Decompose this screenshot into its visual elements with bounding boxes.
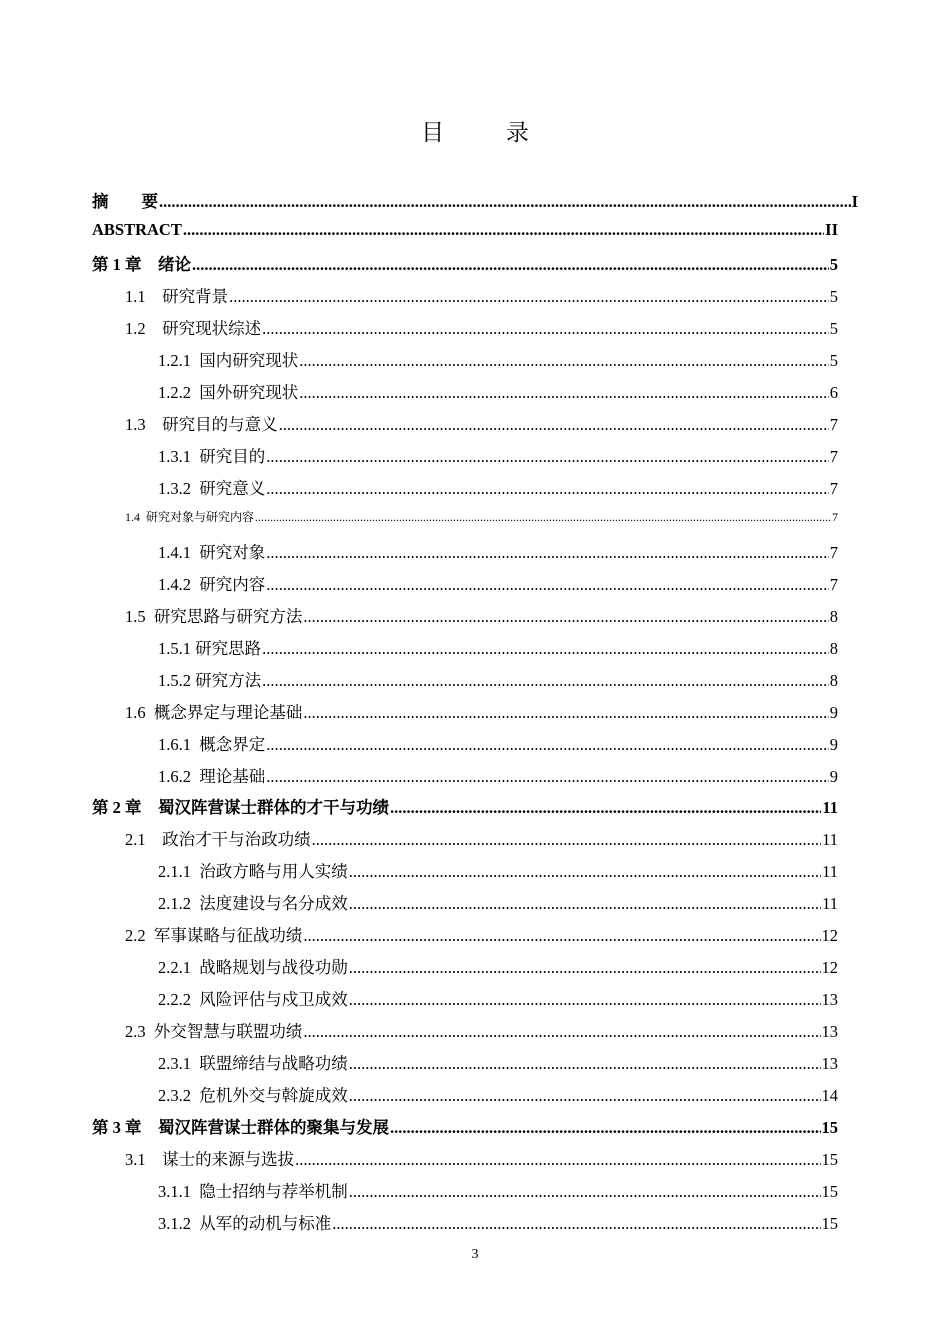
toc-entry-label: 1.5 研究思路与研究方法	[125, 607, 303, 626]
toc-entry-page: 5	[829, 255, 838, 274]
toc-entry-label: 第 1 章 绪论	[92, 255, 191, 274]
toc-entry-label: 1.4.1 研究对象	[158, 543, 266, 562]
toc-leader-dots	[349, 862, 821, 882]
toc-title: 目 录	[421, 120, 557, 145]
toc-entry[interactable]	[158, 539, 838, 563]
toc-leader-dots	[349, 1086, 821, 1106]
toc-entry[interactable]	[158, 379, 838, 403]
toc-entry-page: 12	[821, 958, 838, 977]
toc-entry-label: 2.3.2 危机外交与斡旋成效	[158, 1086, 348, 1105]
toc-entry[interactable]	[92, 1114, 838, 1138]
toc-entry-label: 第 2 章 蜀汉阵营谋士群体的才干与功绩	[92, 798, 389, 817]
toc-entry[interactable]	[158, 986, 838, 1010]
toc-entry[interactable]	[125, 508, 838, 532]
toc-entry-label: 1.3.1 研究目的	[158, 447, 266, 466]
toc-entry-label: 2.2 军事谋略与征战功绩	[125, 926, 303, 945]
toc-entry-page: I	[851, 192, 858, 211]
toc-entry[interactable]	[125, 1018, 838, 1042]
toc-leader-dots	[349, 894, 821, 914]
toc-leader-dots	[303, 926, 820, 946]
toc-entry-label: 1.1 研究背景	[125, 287, 229, 306]
toc-entry-label: 摘 要	[92, 192, 158, 211]
toc-entry[interactable]	[125, 315, 838, 339]
toc-entry-page: 15	[821, 1182, 838, 1201]
toc-leader-dots	[390, 1118, 821, 1138]
toc-entry[interactable]	[158, 858, 838, 882]
toc-entry-label: 1.3.2 研究意义	[158, 479, 266, 498]
toc-entry[interactable]	[158, 347, 838, 371]
toc-entry-label: 1.2 研究现状综述	[125, 319, 262, 338]
toc-leader-dots	[312, 830, 821, 850]
toc-leader-dots	[266, 575, 829, 595]
toc-entry[interactable]	[125, 283, 838, 307]
toc-entry-page: 7	[829, 479, 838, 498]
toc-entry-label: 1.6 概念界定与理论基础	[125, 703, 303, 722]
toc-entry-page: 6	[829, 383, 838, 402]
toc-entry-page: 12	[821, 926, 838, 945]
toc-entry-label: 1.6.2 理论基础	[158, 767, 266, 786]
toc-entry-page: 11	[822, 894, 838, 913]
toc-entry-page: 7	[832, 510, 838, 524]
toc-entry-page: 14	[821, 1086, 838, 1105]
toc-entry[interactable]	[158, 1210, 838, 1234]
toc-leader-dots	[159, 192, 851, 212]
toc-entry-page: 7	[829, 447, 838, 466]
toc-entry-page: 5	[829, 319, 838, 338]
toc-entry-label: 2.1.1 治政方略与用人实绩	[158, 862, 348, 881]
toc-entry-label: 第 3 章 蜀汉阵营谋士群体的聚集与发展	[92, 1118, 389, 1137]
toc-entry-label: 1.4 研究对象与研究内容	[125, 510, 255, 524]
toc-leader-dots	[349, 990, 821, 1010]
toc-leader-dots	[255, 510, 831, 525]
toc-entry-label: 1.5.2 研究方法	[158, 671, 262, 690]
toc-leader-dots	[349, 958, 821, 978]
toc-leader-dots	[229, 287, 829, 307]
toc-entry[interactable]	[125, 411, 838, 435]
toc-entry-page: 7	[829, 575, 838, 594]
toc-entry-label: 1.2.1 国内研究现状	[158, 351, 299, 370]
toc-entry[interactable]	[158, 890, 838, 914]
toc-leader-dots	[262, 319, 829, 339]
toc-leader-dots	[279, 415, 829, 435]
toc-entry-label: 2.3.1 联盟缔结与战略功绩	[158, 1054, 348, 1073]
toc-entry[interactable]	[158, 954, 838, 978]
toc-entry-label: 2.3 外交智慧与联盟功绩	[125, 1022, 303, 1041]
toc-entry-page: 7	[829, 415, 838, 434]
toc-entry[interactable]	[125, 922, 838, 946]
toc-leader-dots	[303, 1022, 820, 1042]
toc-entry-label: 3.1.1 隐士招纳与荐举机制	[158, 1182, 348, 1201]
toc-leader-dots	[266, 735, 829, 755]
page-number: 3	[471, 1247, 479, 1262]
toc-leader-dots	[303, 703, 828, 723]
toc-entry[interactable]	[125, 826, 838, 850]
toc-leader-dots	[192, 255, 829, 275]
toc-entry-page: 9	[829, 735, 838, 754]
toc-entry[interactable]	[92, 220, 838, 244]
toc-entry[interactable]	[125, 699, 838, 723]
toc-entry[interactable]	[158, 443, 838, 467]
toc-entry-label: 3.1.2 从军的动机与标准	[158, 1214, 332, 1233]
toc-leader-dots	[295, 1150, 820, 1170]
toc-entry[interactable]	[158, 763, 838, 787]
toc-entry-label: 1.2.2 国外研究现状	[158, 383, 299, 402]
toc-entry-label: 2.1.2 法度建设与名分成效	[158, 894, 348, 913]
toc-entry-page: 8	[829, 607, 838, 626]
toc-entry[interactable]	[158, 475, 838, 499]
toc-leader-dots	[349, 1054, 821, 1074]
toc-entry-page: 7	[829, 543, 838, 562]
toc-leader-dots	[266, 543, 829, 563]
toc-entry-page: 9	[829, 703, 838, 722]
toc-entry-page: 15	[821, 1214, 838, 1233]
toc-entry-page: 15	[821, 1118, 838, 1137]
toc-leader-dots	[266, 767, 829, 787]
toc-leader-dots	[299, 383, 829, 403]
toc-entry-page: 11	[822, 830, 838, 849]
toc-entry-page: 13	[821, 1022, 838, 1041]
toc-entry-label: 1.4.2 研究内容	[158, 575, 266, 594]
toc-entry-label: 2.1 政治才干与治政功绩	[125, 830, 311, 849]
toc-entry-page: 15	[821, 1150, 838, 1169]
toc-leader-dots	[266, 447, 829, 467]
toc-entry[interactable]	[125, 603, 838, 627]
toc-entry-page: 11	[822, 862, 838, 881]
toc-entry-page: 13	[821, 1054, 838, 1073]
toc-entry[interactable]	[92, 794, 838, 818]
toc-entry-page: 9	[829, 767, 838, 786]
toc-entry-page: 11	[822, 798, 838, 817]
toc-entry[interactable]	[158, 1050, 838, 1074]
toc-entry[interactable]	[158, 1178, 838, 1202]
toc-entry-page: 5	[829, 287, 838, 306]
toc-entry[interactable]	[158, 667, 838, 691]
toc-entry-label: 2.2.1 战略规划与战役功勋	[158, 958, 348, 977]
toc-entry-label: 2.2.2 风险评估与戍卫成效	[158, 990, 348, 1009]
toc-entry[interactable]	[158, 571, 838, 595]
toc-entry-page: 8	[829, 671, 838, 690]
toc-entry-page: 5	[829, 351, 838, 370]
toc-entry[interactable]	[158, 1082, 838, 1106]
toc-leader-dots	[266, 479, 829, 499]
toc-leader-dots	[349, 1182, 821, 1202]
toc-leader-dots	[303, 607, 828, 627]
toc-leader-dots	[390, 798, 821, 818]
toc-entry[interactable]	[92, 251, 838, 275]
toc-leader-dots	[262, 671, 829, 691]
toc-entry[interactable]	[125, 1146, 838, 1170]
toc-entry-page: 8	[829, 639, 838, 658]
toc-leader-dots	[262, 639, 829, 659]
toc-entry-page: II	[825, 220, 838, 239]
toc-entry[interactable]	[92, 188, 858, 212]
toc-leader-dots	[332, 1214, 820, 1234]
toc-entry-label: ABSTRACT	[92, 220, 182, 239]
toc-entry[interactable]	[158, 731, 838, 755]
toc-entry-label: 1.6.1 概念界定	[158, 735, 266, 754]
toc-entry[interactable]	[158, 635, 838, 659]
toc-entry-page: 13	[821, 990, 838, 1009]
toc-leader-dots	[183, 220, 824, 240]
toc-entry-label: 3.1 谋士的来源与选拔	[125, 1150, 295, 1169]
toc-leader-dots	[299, 351, 829, 371]
toc-entry-label: 1.3 研究目的与意义	[125, 415, 278, 434]
toc-entry-label: 1.5.1 研究思路	[158, 639, 262, 658]
